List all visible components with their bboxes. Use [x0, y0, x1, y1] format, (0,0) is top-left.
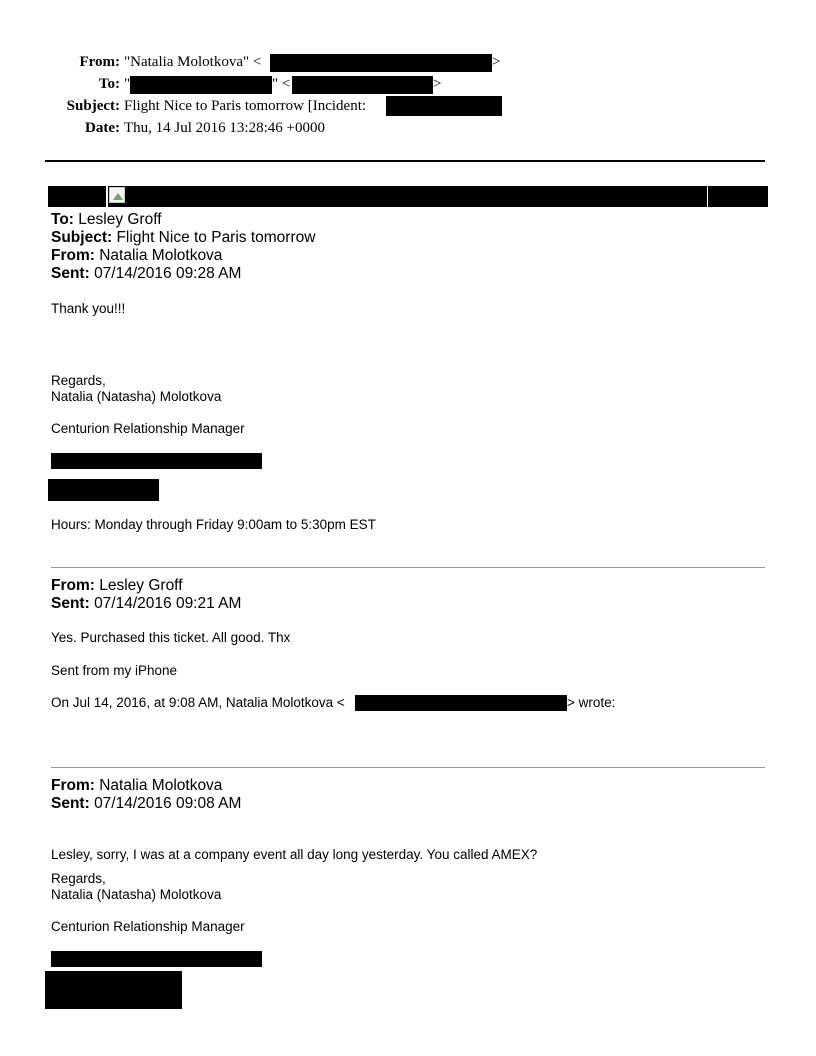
redaction-incident: [386, 96, 502, 116]
redaction-msg3-contact: [51, 951, 262, 967]
msg2-sent-line: [51, 595, 241, 613]
redaction-to-email: [292, 76, 433, 94]
msg3-from-label: From:: [51, 777, 95, 794]
msg3-sig-title: Centurion Relationship Manager: [51, 919, 245, 934]
header-divider: [45, 160, 765, 162]
msg3-from-line: [51, 777, 222, 795]
msg1-body: Thank you!!!: [51, 301, 126, 316]
msg1-sent-value: 07/14/2016 09:28 AM: [94, 265, 242, 282]
msg3-sent-label: Sent:: [51, 795, 90, 812]
msg3-sig-name: Natalia (Natasha) Molotkova: [51, 887, 222, 902]
msg1-to-label: To:: [51, 211, 74, 228]
redaction-from-email: [270, 54, 492, 72]
msg2-from-label: From:: [51, 577, 95, 594]
msg1-from-value: Natalia Molotkova: [99, 247, 223, 264]
banner-separator: [707, 186, 708, 207]
msg1-to-value: Lesley Groff: [78, 211, 162, 228]
message-divider: [51, 567, 765, 568]
message-divider: [51, 767, 765, 768]
msg1-to-line: [51, 211, 162, 229]
msg2-from-value: Lesley Groff: [99, 577, 183, 594]
msg2-device: Sent from my iPhone: [51, 663, 178, 678]
msg1-hours: Hours: Monday through Friday 9:00am to 5:30pm EST: [51, 517, 376, 532]
to-mid: " <: [272, 76, 291, 92]
subject-label: Subject:: [66, 98, 120, 114]
msg3-sent-value: 07/14/2016 09:08 AM: [94, 795, 242, 812]
redaction-msg1-contact: [51, 453, 262, 469]
broken-image-icon: [109, 187, 125, 203]
date-value: Thu, 14 Jul 2016 13:28:46 +0000: [124, 120, 325, 136]
redaction-msg3-phone: [45, 971, 182, 1009]
msg1-sent-line: [51, 265, 241, 283]
msg1-sent-label: Sent:: [51, 265, 90, 282]
from-name: "Natalia Molotkova" <: [124, 54, 262, 70]
msg1-subject-label: Subject:: [51, 229, 113, 246]
to-open: ": [124, 76, 131, 92]
msg2-quote-outro: > wrote:: [567, 695, 616, 710]
msg3-regards: Regards,: [51, 871, 106, 886]
msg2-quote-intro: On Jul 14, 2016, at 9:08 AM, Natalia Molotkova <: [51, 695, 345, 710]
msg1-from-line: [51, 247, 222, 265]
msg2-sent-value: 07/14/2016 09:21 AM: [94, 595, 242, 612]
from-close: >: [492, 54, 501, 70]
msg1-regards: Regards,: [51, 373, 106, 388]
to-close: >: [433, 76, 442, 92]
redaction-msg1-phone: [48, 479, 159, 501]
msg1-from-label: From:: [51, 247, 95, 264]
from-label: From:: [79, 54, 120, 70]
msg3-sent-line: [51, 795, 241, 813]
msg2-sent-label: Sent:: [51, 595, 90, 612]
redaction-banner: [48, 186, 768, 207]
msg2-body: Yes. Purchased this ticket. All good. Thx: [51, 630, 291, 645]
msg1-subject-value: Flight Nice to Paris tomorrow: [116, 229, 316, 246]
to-label: To:: [98, 76, 120, 92]
msg1-sig-name: Natalia (Natasha) Molotkova: [51, 389, 222, 404]
redaction-msg2-email: [355, 695, 567, 711]
msg1-subject-line: [51, 229, 315, 247]
msg3-body: Lesley, sorry, I was at a company event all day long yesterday. You called AMEX?: [51, 847, 538, 862]
date-label: Date:: [85, 120, 120, 136]
msg3-from-value: Natalia Molotkova: [99, 777, 223, 794]
msg1-sig-title: Centurion Relationship Manager: [51, 421, 245, 436]
redaction-to-name: [130, 76, 272, 94]
msg2-from-line: [51, 577, 183, 595]
banner-separator: [106, 186, 108, 207]
subject-value: Flight Nice to Paris tomorrow [Incident:: [124, 98, 367, 114]
